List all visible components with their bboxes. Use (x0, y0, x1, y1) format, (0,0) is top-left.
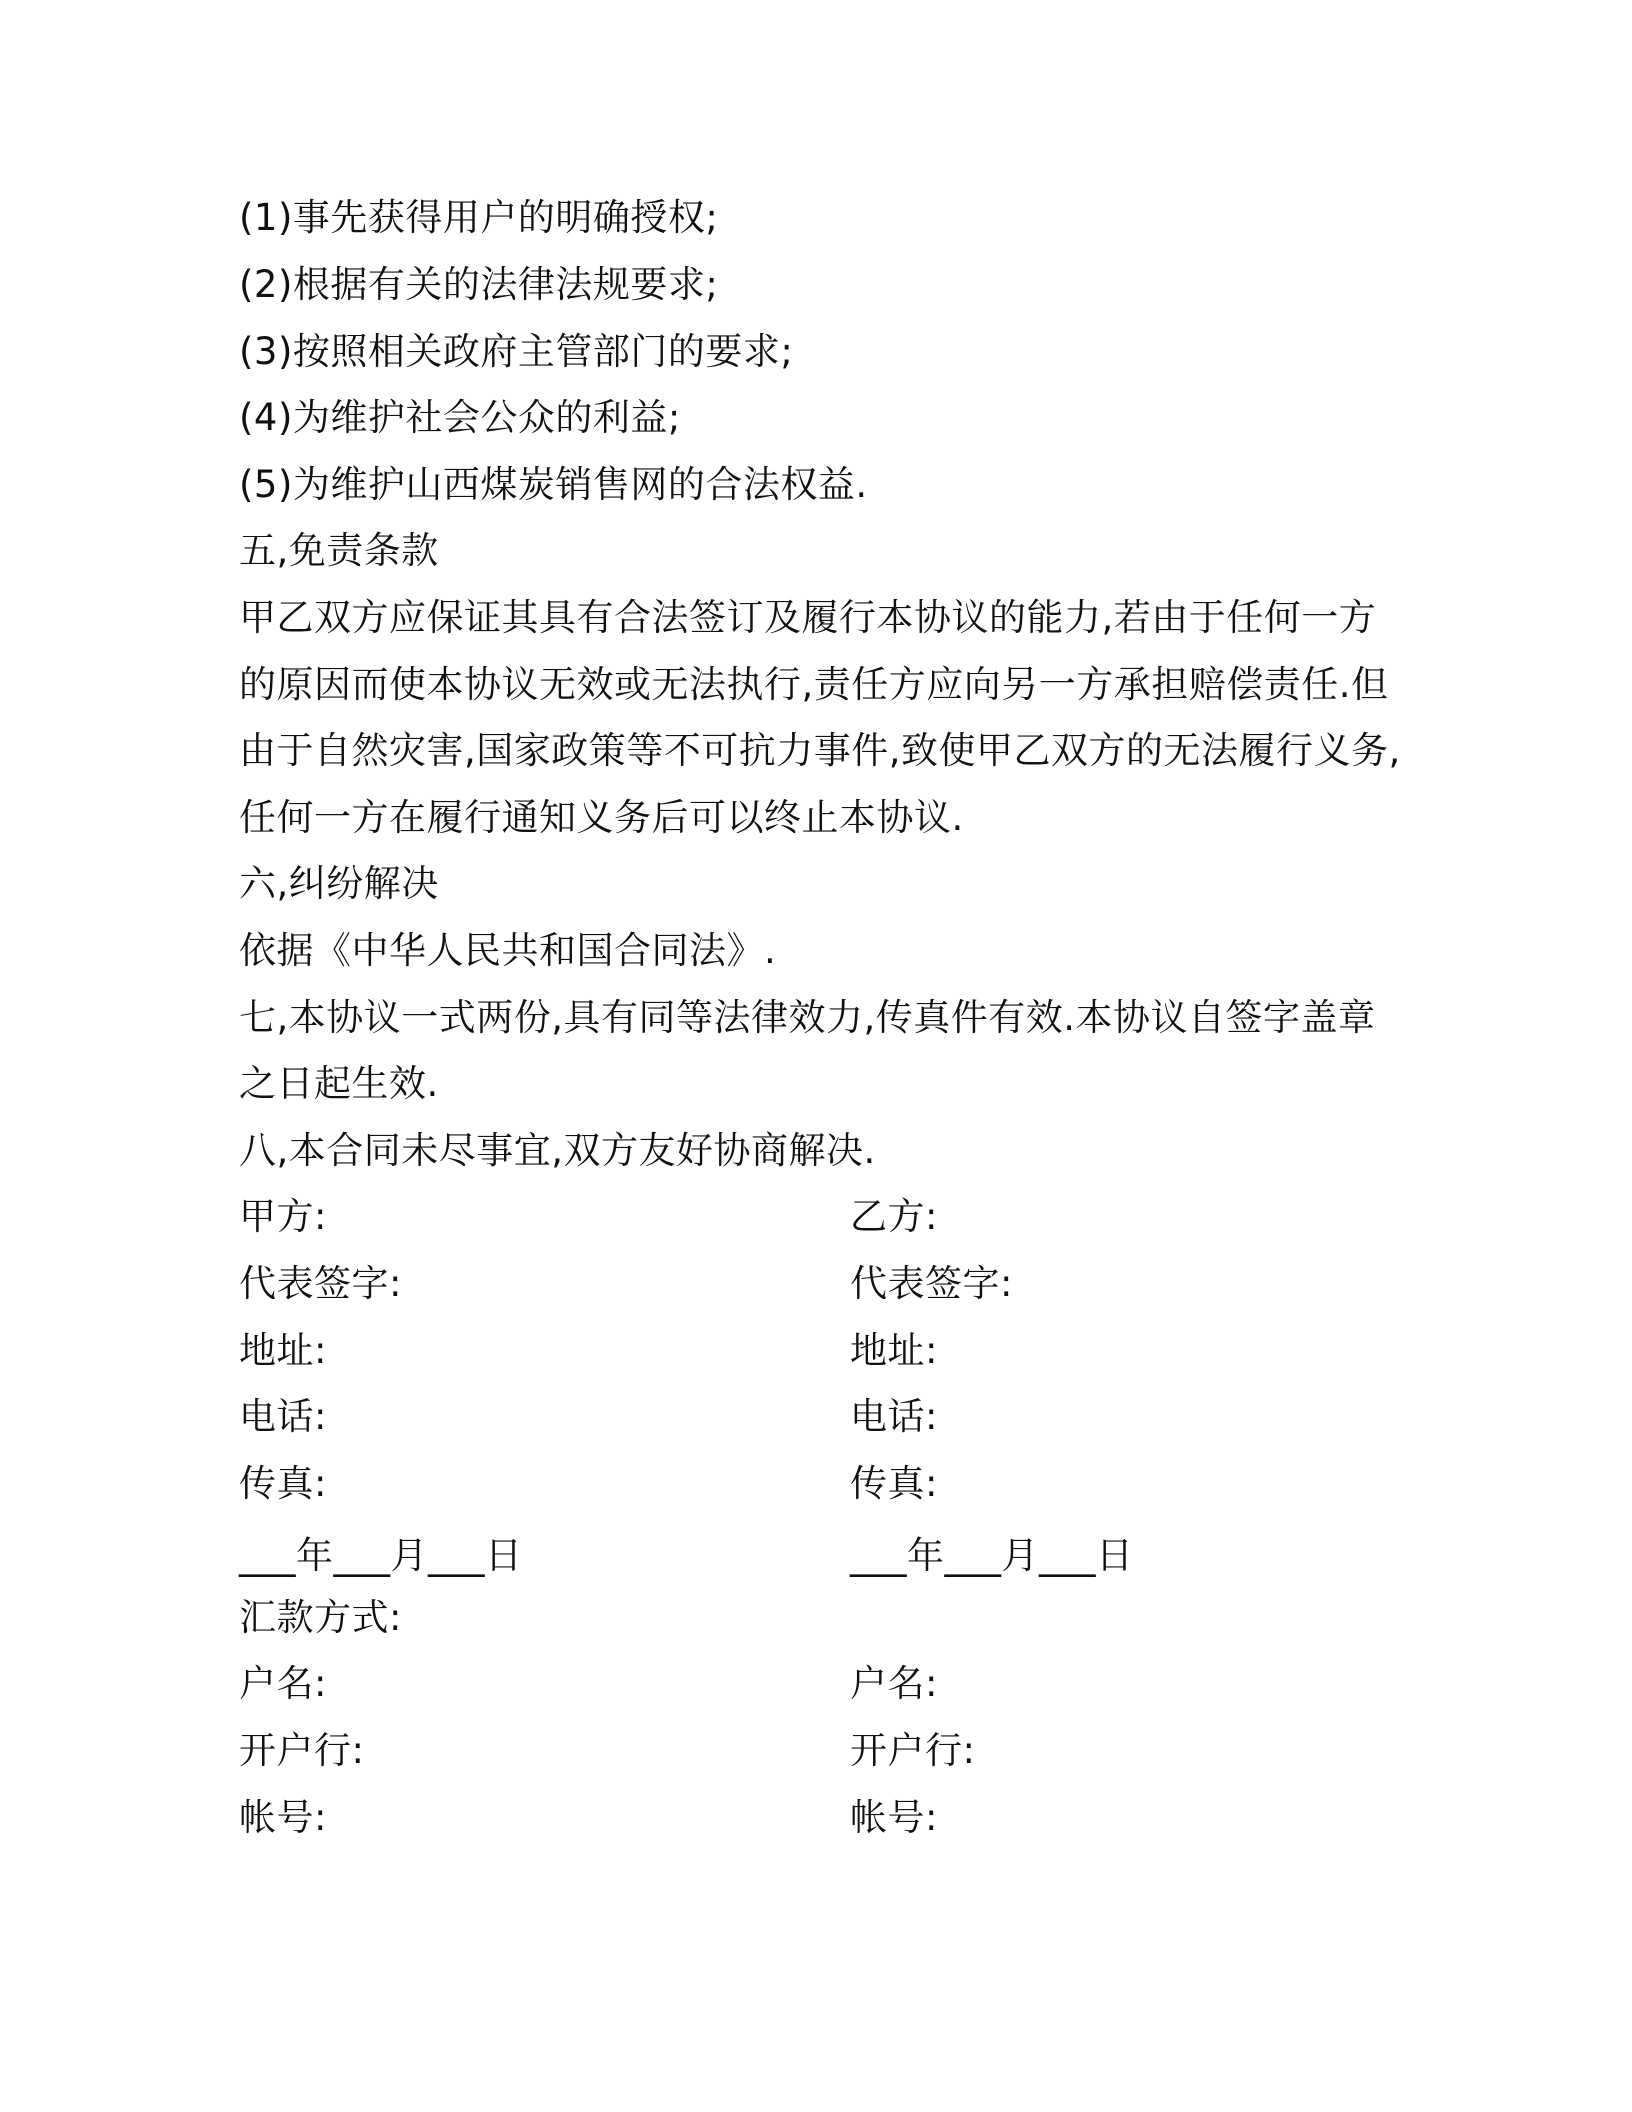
party-b-rep-signature: 代表签字: (850, 1262, 1013, 1305)
section-5-heading: 五,免责条款 (239, 529, 439, 572)
section-5-line-2: 的原因而使本协议无效或无法执行,责任方应向另一方承担赔偿责任.但 (239, 663, 1389, 706)
section-8-text: 八,本合同未尽事宜,双方友好协商解决. (239, 1129, 876, 1172)
party-a-rep-signature: 代表签字: (239, 1262, 402, 1305)
party-a-account-name: 户名: (239, 1662, 327, 1705)
section-6-heading: 六,纠纷解决 (239, 862, 439, 905)
party-a-date: ___年___月___日 (239, 1534, 523, 1577)
party-b-account-number: 帐号: (850, 1796, 938, 1839)
party-b-date: ___年___月___日 (850, 1534, 1134, 1577)
party-a-phone: 电话: (239, 1395, 327, 1438)
section-7-line-1: 七,本协议一式两份,具有同等法律效力,传真件有效.本协议自签字盖章 (239, 996, 1376, 1039)
party-b-bank: 开户行: (850, 1729, 976, 1772)
party-a-account-number: 帐号: (239, 1796, 327, 1839)
clause-item-4: (4)为维护社会公众的利益; (239, 396, 681, 439)
section-5-line-1: 甲乙双方应保证其具有合法签订及履行本协议的能力,若由于任何一方 (239, 596, 1377, 639)
party-b-phone: 电话: (850, 1395, 938, 1438)
party-b-fax: 传真: (850, 1462, 938, 1505)
payment-method-heading: 汇款方式: (239, 1596, 402, 1639)
clause-item-2: (2)根据有关的法律法规要求; (239, 263, 719, 306)
section-5-line-4: 任何一方在履行通知义务后可以终止本协议. (239, 796, 964, 839)
party-b-label: 乙方: (850, 1195, 938, 1238)
party-a-address: 地址: (239, 1329, 327, 1372)
party-a-label: 甲方: (239, 1195, 327, 1238)
party-a-bank: 开户行: (239, 1729, 365, 1772)
clause-item-5: (5)为维护山西煤炭销售网的合法权益. (239, 463, 868, 506)
party-b-account-name: 户名: (850, 1662, 938, 1705)
clause-item-3: (3)按照相关政府主管部门的要求; (239, 330, 794, 373)
party-a-fax: 传真: (239, 1462, 327, 1505)
section-5-line-3: 由于自然灾害,国家政策等不可抗力事件,致使甲乙双方的无法履行义务, (239, 729, 1401, 772)
clause-item-1: (1)事先获得用户的明确授权; (239, 196, 719, 239)
section-7-line-2: 之日起生效. (239, 1062, 439, 1105)
section-6-text: 依据《中华人民共和国合同法》. (239, 929, 777, 972)
party-b-address: 地址: (850, 1329, 938, 1372)
